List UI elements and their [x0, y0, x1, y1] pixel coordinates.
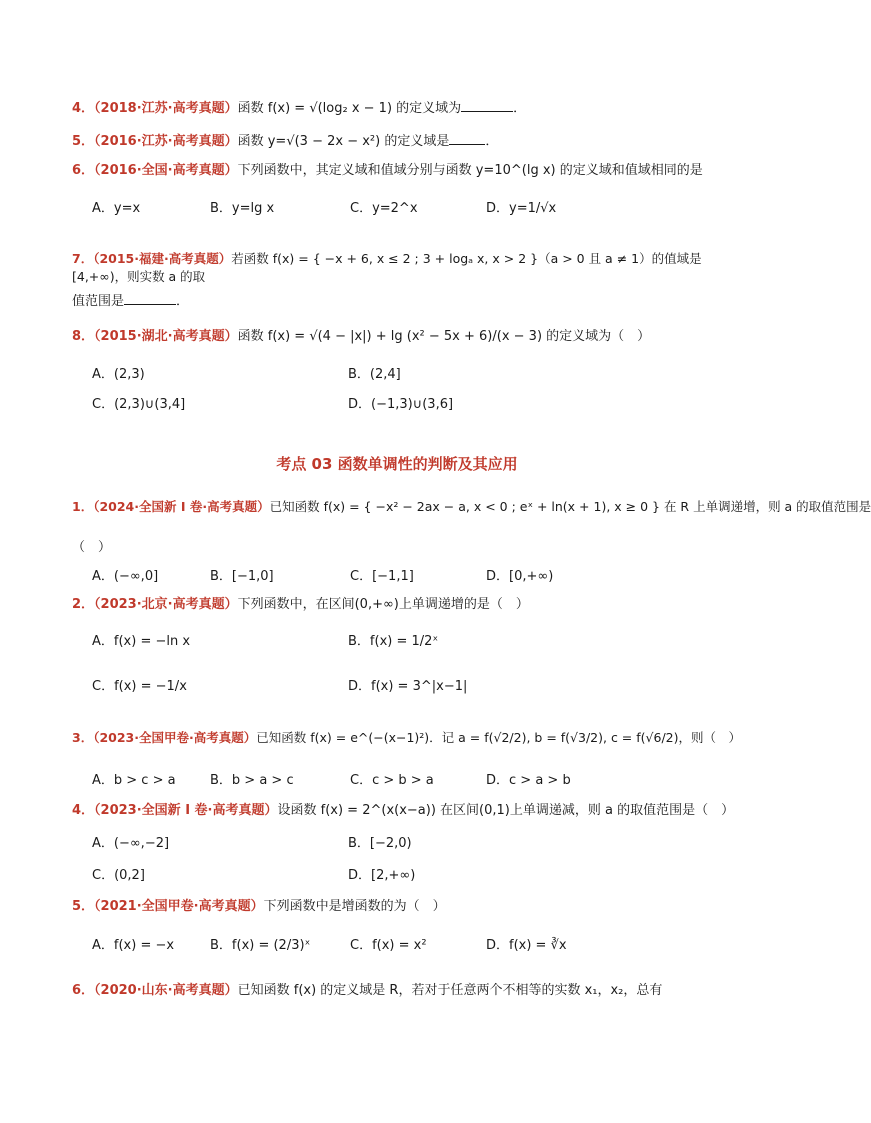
option-c: C．f(x) = −1/x	[92, 679, 187, 694]
section-title: 考点 03 函数单调性的判断及其应用	[276, 455, 518, 473]
question-text: 已知函数 f(x) = { −x² − 2ax − a, x < 0 ; eˣ + ln(x + 1), x ≥ 0 } 在 R 上单调递增，则 a 的取值范围是	[269, 499, 871, 514]
option-a: A．(−∞,−2]	[92, 836, 170, 851]
option-d: D．c > a > b	[486, 773, 571, 788]
question-number: 4．	[72, 101, 95, 116]
option-a: A．(−∞,0]	[92, 569, 159, 584]
option-b: B．(2,4]	[348, 367, 401, 382]
question-number: 6．	[72, 163, 95, 178]
question-text: 设函数 f(x) = 2^(x(x−a)) 在区间(0,1)上单调递减，则 a 的取值范围是（ ）	[277, 803, 735, 818]
question-text: 若函数 f(x) = { −x + 6, x ≤ 2 ; 3 + logₐ x, x > 2 }（a > 0 且 a ≠ 1）的值域是[4,+∞)，则实数 a 的取	[72, 251, 702, 284]
question-text-2: （ ）	[72, 540, 112, 555]
question-number: 6．	[72, 983, 95, 998]
option-b: B．[−2,0)	[348, 836, 412, 851]
option-d: D．[2,+∞)	[348, 868, 416, 883]
question-source: （2016·江苏·高考真题）	[94, 134, 238, 149]
question-text-2: 值范围是	[72, 294, 125, 309]
question-source: （2023·全国新 I 卷·高考真题）	[94, 803, 278, 818]
question-2	[72, 596, 724, 614]
option-a: A．(2,3)	[92, 367, 145, 382]
option-a: A．y=x	[92, 201, 141, 216]
question-text: 下列函数中，在区间(0,+∞)上单调递增的是（ ）	[237, 597, 529, 612]
question-text: 已知函数 f(x) 的定义域是 R，若对于任意两个不相等的实数 x₁，x₂，总有	[237, 983, 663, 998]
option-b: B．y=lg x	[210, 201, 275, 216]
question-tail: ．	[513, 101, 527, 116]
question-6	[72, 982, 724, 1000]
option-c: C．(0,2]	[92, 868, 145, 883]
option-d: D．f(x) = ∛x	[486, 938, 567, 953]
option-c: C．f(x) = x²	[350, 938, 427, 953]
option-b: B．[−1,0]	[210, 569, 274, 584]
option-b: B．f(x) = (2/3)ˣ	[210, 938, 311, 953]
question-source: （2023·北京·高考真题）	[94, 597, 238, 612]
answer-blank	[124, 291, 176, 305]
question-source: （2024·全国新 I 卷·高考真题）	[93, 499, 270, 514]
question-1	[72, 498, 871, 516]
question-5	[72, 898, 724, 916]
question-source: （2018·江苏·高考真题）	[94, 101, 238, 116]
question-number: 5．	[72, 134, 95, 149]
question-source: （2020·山东·高考真题）	[94, 983, 238, 998]
question-number: 2．	[72, 597, 95, 612]
question-number: 1．	[72, 499, 94, 514]
question-source: （2015·福建·高考真题）	[93, 251, 232, 266]
question-source: （2023·全国甲卷·高考真题）	[93, 730, 257, 745]
question-text: 已知函数 f(x) = e^(−(x−1)²)．记 a = f(√2/2), b = f(√3/2), c = f(√6/2)，则（ ）	[256, 730, 741, 745]
option-c: C．c > b > a	[350, 773, 434, 788]
option-d: D．y=1/√x	[486, 201, 557, 216]
question-number: 7．	[72, 251, 94, 266]
answer-blank	[449, 131, 485, 145]
question-7-continuation	[72, 291, 724, 311]
option-d: D．(−1,3)∪(3,6]	[348, 397, 454, 412]
question-text: 下列函数中是增函数的为（ ）	[263, 899, 446, 914]
question-number: 3．	[72, 730, 94, 745]
option-a: A．b > c > a	[92, 773, 176, 788]
question-text: 下列函数中，其定义域和值域分别与函数 y=10^(lg x) 的定义域和值域相同的是	[237, 163, 703, 178]
question-3	[72, 729, 741, 747]
answer-blank	[461, 98, 513, 112]
option-b: B．b > a > c	[210, 773, 294, 788]
option-c: C．y=2^x	[350, 201, 418, 216]
question-source: （2015·湖北·高考真题）	[94, 329, 238, 344]
question-number: 5．	[72, 899, 95, 914]
option-a: A．f(x) = −x	[92, 938, 175, 953]
question-source: （2021·全国甲卷·高考真题）	[94, 899, 264, 914]
option-c: C．(2,3)∪(3,4]	[92, 397, 186, 412]
option-d: D．[0,+∞)	[486, 569, 554, 584]
question-source: （2016·全国·高考真题）	[94, 163, 238, 178]
question-tail: ．	[485, 134, 499, 149]
question-1-continuation	[72, 539, 724, 557]
question-number: 4．	[72, 803, 95, 818]
option-b: B．f(x) = 1/2ˣ	[348, 634, 439, 649]
question-4-top	[72, 98, 724, 118]
question-text: 函数 y=√(3 − 2x − x²) 的定义域是	[237, 134, 450, 149]
question-number: 8．	[72, 329, 95, 344]
option-d: D．f(x) = 3^|x−1|	[348, 679, 468, 694]
question-8-top	[72, 328, 724, 346]
question-text: 函数 f(x) = √(4 − |x|) + lg (x² − 5x + 6)/(x − 3) 的定义域为（ ）	[237, 329, 651, 344]
question-4	[72, 802, 735, 820]
question-6-top	[72, 162, 724, 180]
question-7-top	[72, 250, 724, 286]
question-tail: ．	[176, 294, 190, 309]
question-5-top	[72, 131, 724, 151]
question-text: 函数 f(x) = √(log₂ x − 1) 的定义域为	[237, 101, 462, 116]
option-a: A．f(x) = −ln x	[92, 634, 191, 649]
option-c: C．[−1,1]	[350, 569, 414, 584]
